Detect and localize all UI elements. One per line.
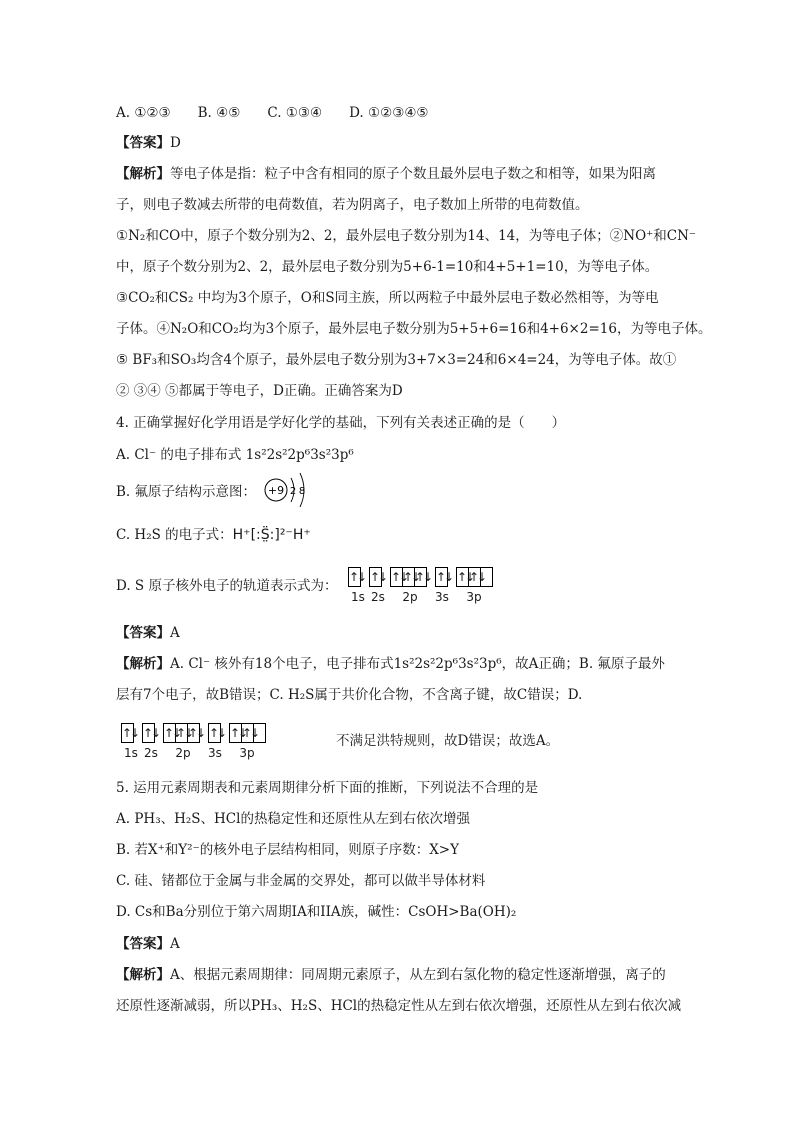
shell-1-count: 2 bbox=[289, 486, 297, 497]
h2s-electron-formula: H⁺[:S̤̈:]²⁻H⁺ bbox=[232, 527, 311, 543]
orbital-box: ↑↓ bbox=[370, 570, 387, 584]
q3-analysis-line-5: ③CO₂和CS₂ 中均为3个原子，O和S同主族，所以两粒子中最外层电子数必然相等，为等电 bbox=[116, 290, 659, 306]
orbital-box: ↑↓ bbox=[457, 570, 474, 584]
orbital-box: ↑↓ bbox=[436, 570, 453, 584]
q4-option-c: C. H₂S 的电子式：H⁺[:S̤̈:]²⁻H⁺ bbox=[116, 527, 311, 543]
q5-option-b: B. 若X⁺和Y²⁻的核外电子层结构相同，则原子序数：X>Y bbox=[116, 842, 460, 858]
q5-stem: 5. 运用元素周期表和元素周期律分析下面的推断，下列说法不合理的是 bbox=[116, 780, 539, 796]
orbital-group-2s bbox=[142, 723, 160, 743]
orbital-diagram-analysis bbox=[121, 723, 274, 760]
q4-analysis-line-1: 【解析】A. Cl⁻ 核外有18个电子，电子排布式1s²2s²2p⁶3s²3p⁶，故A正确；B. 氟原子最外 bbox=[116, 656, 665, 672]
q4-analysis-line-3: 不满足洪特规则，故D错误；故选A。 bbox=[336, 733, 560, 749]
orbital-label: 3p bbox=[239, 746, 255, 760]
orbital-group-3p bbox=[456, 567, 493, 587]
q5-answer: A bbox=[170, 936, 180, 952]
q3-options: A. ①②③ B. ④⑤ C. ①③④ D. ①②③④⑤ bbox=[116, 105, 429, 121]
orbital-box: ↑↓ bbox=[143, 726, 160, 740]
q4-option-d: D. S 原子核外电子的轨道表示式为： bbox=[116, 578, 338, 594]
orbital-group-2p bbox=[390, 567, 432, 587]
orbital-label: 2s bbox=[371, 590, 385, 604]
q5-answer-line: 【答案】A bbox=[116, 936, 180, 952]
q3-answer: D bbox=[170, 135, 181, 151]
q3-analysis-line-2: 子，则电子数减去所带的电荷数值，若为阴离子，电子数加上所带的电荷数值。 bbox=[116, 197, 589, 213]
orbital-box: ↑↓ bbox=[403, 570, 420, 584]
orbital-label: 3s bbox=[208, 746, 222, 760]
orbital-box: ↑↓ bbox=[188, 726, 205, 740]
analysis-label: 【解析】 bbox=[116, 166, 170, 182]
orbital-label: 3p bbox=[466, 590, 482, 604]
orbital-group-3s bbox=[208, 723, 226, 743]
orbital-box: ↑↓ bbox=[415, 570, 432, 584]
orbital-group-3s bbox=[435, 567, 453, 587]
orbital-label: 2p bbox=[175, 746, 191, 760]
q3-analysis-line-3: ①N₂和CO中，原子个数分别为2、2，最外层电子数分别为14、14，为等电子体；②NO⁺和CN⁻ bbox=[116, 228, 697, 244]
q4-answer: A bbox=[170, 625, 180, 641]
q3-analysis-line-7: ⑤ BF₃和SO₃均含4个原子，最外层电子数分别为3+7×3=24和6×4=24，为等电子体。故① bbox=[116, 352, 677, 368]
orbital-group-2p bbox=[163, 723, 205, 743]
nucleus-charge: +9 bbox=[267, 484, 285, 497]
q4-answer-line: 【答案】A bbox=[116, 625, 180, 641]
q4-option-a: A. Cl⁻ 的电子排布式 1s²2s²2p⁶3s²3p⁶ bbox=[116, 447, 354, 463]
q4-analysis-line-2: 层有7个电子，故B错误；C. H₂S属于共价化合物，不含离子键，故C错误；D. bbox=[116, 687, 583, 703]
orbital-group-3p bbox=[229, 723, 266, 743]
orbital-box: ↑↓ bbox=[176, 726, 193, 740]
orbital-box: ↑↓ bbox=[230, 726, 247, 740]
orbital-label: 2s bbox=[144, 746, 158, 760]
orbital-box: ↑↓ bbox=[209, 726, 226, 740]
q5-option-a: A. PH₃、H₂S、HCl的热稳定性和还原性从左到右依次增强 bbox=[116, 811, 470, 827]
orbital-label: 1s bbox=[124, 746, 138, 760]
orbital-diagram-d bbox=[348, 567, 501, 604]
orbital-group-1s bbox=[121, 723, 139, 743]
q5-option-c: C. 硅、锗都位于金属与非金属的交界处，都可以做半导体材料 bbox=[116, 873, 486, 889]
fluorine-atom-diagram bbox=[262, 470, 312, 512]
orbital-box: ↑↓ bbox=[391, 570, 408, 584]
orbital-box bbox=[254, 724, 265, 742]
orbital-label: 2p bbox=[402, 590, 418, 604]
q5-analysis-line-2: 还原性逐渐减弱，所以PH₃、H₂S、HCl的热稳定性从左到右依次增强，还原性从左到右依次减 bbox=[116, 998, 682, 1014]
q3-analysis-line-1: 【解析】等电子体是指：粒子中含有相同的原子个数且最外层电子数之和相等，如果为阳离 bbox=[116, 166, 656, 182]
q3-analysis-line-6: 子体。④N₂O和CO₂均为3个原子，最外层电子数分别为5+5+6=16和4+6×2=16，为等电子体。 bbox=[116, 321, 712, 337]
q3-analysis-line-8: ② ③④ ⑤都属于等电子，D正确。正确答案为D bbox=[116, 383, 403, 399]
orbital-group-1s bbox=[348, 567, 366, 587]
orbital-box: ↑↓ bbox=[469, 570, 486, 584]
answer-label: 【答案】 bbox=[116, 135, 170, 151]
q3-answer-line bbox=[116, 133, 686, 153]
orbital-box: ↑↓ bbox=[349, 570, 366, 584]
q4-stem: 4. 正确掌握好化学用语是学好化学的基础，下列有关表述正确的是（ ） bbox=[116, 415, 566, 431]
q5-option-d: D. Cs和Ba分别位于第六周期IA和IIA族，碱性：CsOH>Ba(OH)₂ bbox=[116, 904, 517, 920]
q4-option-b: B. 氟原子结构示意图： bbox=[116, 484, 257, 500]
q5-analysis-line-1: 【解析】A、根据元素周期律：同周期元素原子，从左到右氢化物的稳定性逐渐增强，离子的 bbox=[116, 967, 666, 983]
orbital-group-2s bbox=[369, 567, 387, 587]
q3-analysis-line-4: 中，原子个数分别为2、2，最外层电子数分别为5+6-1=10和4+5+1=10，为等电子体。 bbox=[116, 259, 659, 275]
shell-2-count: 8 bbox=[298, 486, 306, 497]
orbital-box: ↑↓ bbox=[242, 726, 259, 740]
orbital-box bbox=[481, 568, 492, 586]
orbital-label: 1s bbox=[351, 590, 365, 604]
orbital-box: ↑↓ bbox=[164, 726, 181, 740]
orbital-label: 3s bbox=[435, 590, 449, 604]
orbital-box: ↑↓ bbox=[122, 726, 139, 740]
